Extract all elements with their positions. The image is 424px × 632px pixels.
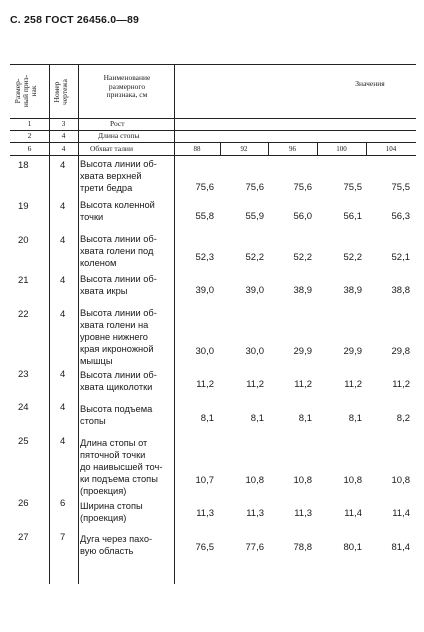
row-26-num: 26 [18, 498, 29, 509]
row-27-val-4: 80,1 [343, 542, 362, 553]
row-18-num: 18 [18, 160, 29, 171]
waist-value-92: 92 [240, 145, 248, 153]
col-rule-3 [174, 64, 175, 584]
row-21-drawing: 4 [60, 275, 66, 286]
row-20-num: 20 [18, 235, 29, 246]
row-21-val-4: 38,9 [343, 285, 362, 296]
row-rule-3 [10, 155, 416, 156]
row-23-drawing: 4 [60, 369, 66, 380]
waist-value-100: 100 [336, 145, 347, 153]
row-22-val-1: 30,0 [195, 346, 214, 357]
row-21-val-3: 38,9 [293, 285, 312, 296]
waist-value-104: 104 [385, 145, 397, 153]
row-21-val-5: 38,8 [391, 285, 410, 296]
header-row-3-name: Обхват талии [90, 144, 133, 153]
row-25-val-5: 10,8 [391, 475, 410, 486]
row-27-num: 27 [18, 532, 29, 543]
row-20-val-5: 52,1 [391, 252, 410, 263]
row-27-val-1: 76,5 [195, 542, 214, 553]
col-rule-1 [49, 64, 50, 584]
header-row-3-num: 6 [27, 144, 32, 153]
row-22-name: Высота линии об- хвата голени на уровне нижнего края икроножной мышцы [80, 308, 157, 366]
row-25-val-3: 10,8 [293, 475, 312, 486]
row-20-val-2: 52,2 [245, 252, 264, 263]
row-rule-1 [10, 130, 416, 131]
row-22-val-2: 30,0 [245, 346, 264, 357]
row-24-val-5: 8,2 [396, 413, 410, 424]
row-19-val-4: 56,1 [343, 211, 362, 222]
row-26-name: Ширина стопы (проекция) [80, 501, 143, 523]
row-27-name: Дуга через пахо- вую область [80, 534, 153, 556]
header-row-3-drawing: 4 [61, 144, 66, 153]
row-25-num: 25 [18, 436, 29, 447]
row-18-name: Высота линии об- хвата верхней трети бедра [80, 159, 157, 193]
header-bottom-rule [10, 118, 416, 119]
header-row-2-num: 2 [27, 131, 32, 140]
row-26-val-3: 11,3 [294, 508, 312, 519]
row-27-drawing: 7 [60, 532, 66, 543]
row-18-val-3: 75,6 [293, 182, 312, 193]
row-24-val-2: 8,1 [250, 413, 264, 424]
col-header-drawing-number: Номер чертежа [52, 79, 69, 105]
row-27-val-5: 81,4 [391, 542, 410, 553]
row-22-val-4: 29,9 [343, 346, 362, 357]
row-25-drawing: 4 [60, 436, 66, 447]
row-24-num: 24 [18, 402, 29, 413]
waist-value-96: 96 [289, 145, 296, 153]
row-21-val-1: 39,0 [195, 285, 214, 296]
col-header-values: Значения [355, 79, 385, 88]
row-19-num: 19 [18, 201, 29, 212]
row-25-val-4: 10,8 [343, 475, 362, 486]
header-row-1-name: Рост [110, 119, 125, 128]
waist-value-88: 88 [193, 145, 201, 153]
row-23-val-3: 11,2 [294, 379, 312, 390]
row-22-val-3: 29,9 [293, 346, 312, 357]
row-25-val-1: 10,7 [195, 475, 214, 486]
row-23-val-4: 11,2 [344, 379, 362, 390]
row-21-name: Высота линии об- хвата икры [80, 274, 157, 296]
row-19-drawing: 4 [60, 201, 66, 212]
header-row-2-drawing: 4 [61, 131, 66, 140]
row-19-val-5: 56,3 [391, 211, 410, 222]
row-26-val-4: 11,4 [344, 508, 362, 519]
row-18-val-2: 75,6 [245, 182, 264, 193]
header-row-1-drawing: 3 [61, 119, 66, 128]
row-23-val-2: 11,2 [246, 379, 264, 390]
row-21-val-2: 39,0 [245, 285, 264, 296]
row-rule-2 [10, 142, 416, 143]
row-23-val-5: 11,2 [392, 379, 410, 390]
row-24-val-4: 8,1 [348, 413, 362, 424]
row-18-val-1: 75,6 [195, 182, 214, 193]
header-row-1-num: 1 [27, 119, 32, 128]
row-26-drawing: 6 [60, 498, 66, 509]
row-21-num: 21 [18, 275, 29, 286]
row-19-name: Высота коленной точки [80, 200, 155, 222]
row-23-val-1: 11,2 [196, 379, 214, 390]
row-20-val-3: 52,2 [293, 252, 312, 263]
col-rule-2 [78, 64, 79, 584]
table-top-rule [10, 64, 416, 65]
col-header-size-feature: Размер- ный приз- нак [13, 74, 38, 108]
row-19-val-3: 56,0 [293, 211, 312, 222]
row-22-num: 22 [18, 309, 29, 320]
row-22-val-5: 29,8 [391, 346, 410, 357]
row-27-val-2: 77,6 [245, 542, 264, 553]
row-23-name: Высота линии об- хвата щиколотки [80, 370, 157, 392]
row-22-drawing: 4 [60, 309, 66, 320]
row-24-val-1: 8,1 [200, 413, 214, 424]
page-header: С. 258 ГОСТ 26456.0—89 [10, 14, 140, 26]
header-row-2-name: Длина стопы [98, 131, 140, 140]
row-19-val-1: 55,8 [195, 211, 214, 222]
row-20-name: Высота линии об- хвата голени под коленом [80, 234, 157, 268]
row-24-val-3: 8,1 [298, 413, 312, 424]
row-24-drawing: 4 [60, 402, 66, 413]
row-26-val-5: 11,4 [392, 508, 410, 519]
row-20-val-4: 52,2 [343, 252, 362, 263]
row-20-val-1: 52,3 [195, 252, 214, 263]
row-18-val-5: 75,5 [391, 182, 410, 193]
row-26-val-1: 11,3 [196, 508, 214, 519]
row-27-val-3: 78,8 [293, 542, 312, 553]
row-19-val-2: 55,9 [245, 211, 264, 222]
row-18-val-4: 75,5 [343, 182, 362, 193]
row-26-val-2: 11,3 [246, 508, 264, 519]
row-18-drawing: 4 [60, 160, 66, 171]
row-24-name: Высота подъема стопы [80, 404, 153, 426]
row-23-num: 23 [18, 369, 29, 380]
col-header-feature-name: Наименование размерного признака, см [103, 73, 151, 99]
row-20-drawing: 4 [60, 235, 66, 246]
row-25-val-2: 10,8 [245, 475, 264, 486]
row-25-name: Длина стопы от пяточной точки до наивысшей точ- ки подъема стопы (проекция) [80, 438, 163, 496]
